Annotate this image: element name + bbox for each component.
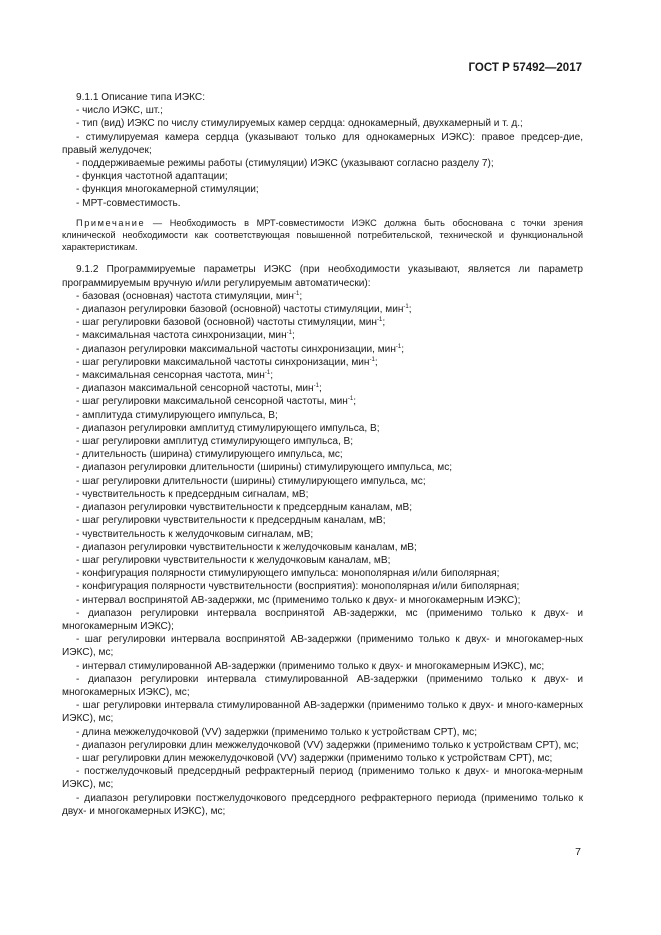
list-item: - поддерживаемые режимы работы (стимуляции) ИЭКС (указывают согласно разделу 7); — [76, 158, 494, 170]
list-item — [62, 422, 583, 435]
list-item — [62, 448, 583, 461]
list-item — [62, 303, 583, 316]
list-item-text: - максимальная сенсорная частота, мин — [76, 370, 265, 382]
list-item-text: - амплитуда стимулирующего импульса, В; — [76, 409, 278, 421]
unit-exponent: -1 — [395, 343, 402, 350]
list-item — [62, 594, 583, 607]
list-item-text: - диапазон регулировки интервала стимулированной АВ-задержки (применимо только к двух- и многокамерных ИЭКС), мс; — [62, 673, 583, 698]
list-item-ending: ; — [408, 304, 412, 316]
list-item — [62, 633, 583, 659]
unit-exponent: -1 — [403, 304, 409, 311]
list-item-text: - диапазон регулировки амплитуд стимулирующего импульса, В; — [76, 422, 380, 434]
list-item-text: - шаг регулировки длительности (ширины) стимулирующего импульса, мс; — [76, 475, 426, 487]
list-item: - стимулируемая камера сердца (указывают только для однокамерных ИЭКС): правое предсер-дие, правый желудочек; — [62, 131, 583, 156]
list-item-ending: ; — [382, 317, 386, 329]
unit-exponent: -1 — [264, 370, 271, 377]
list-item-text: - шаг регулировки амплитуд стимулирующего импульса, В; — [76, 436, 354, 448]
list-item — [62, 316, 583, 329]
list-item — [62, 329, 583, 342]
list-item-text: - диапазон регулировки чувствительности к желудочковым каналам, мВ; — [76, 541, 417, 553]
list-item-text: - диапазон регулировки длин межжелудочковой (VV) задержки (применимо только к устройствам СРТ), мс; — [76, 739, 579, 751]
list-item-text: - максимальная частота синхронизации, мин — [76, 330, 287, 342]
list-item-ending: ; — [353, 396, 357, 408]
list-item — [62, 395, 583, 408]
list-item — [62, 554, 583, 567]
list-item — [62, 369, 583, 382]
list-item — [62, 739, 583, 752]
list-item-text: - диапазон максимальной сенсорной частоты, мин — [76, 383, 314, 395]
list-item — [62, 765, 583, 791]
list-item-text: - шаг регулировки максимальной частоты синхронизации, мин — [76, 356, 370, 368]
page-number: 7 — [575, 846, 581, 858]
list-item-text: - шаг регулировки интервала стимулированной АВ-задержки (применимо только к двух- и много-камерных ИЭКС), мс; — [62, 700, 583, 725]
list-item — [62, 382, 583, 395]
list-item — [62, 435, 583, 448]
list-item — [62, 461, 583, 474]
list-item-ending: ; — [270, 370, 274, 382]
list-item — [62, 752, 583, 765]
list-item-text: - диапазон регулировки базовой (основной) частоты стимуляции, мин — [76, 304, 404, 316]
list-item — [62, 528, 583, 541]
list-item-text: - постжелудочковый предсердный рефрактерный период (применимо только к двух- и многока-мерным ИЭКС), мс; — [62, 766, 583, 791]
section-9-1-1-title: 9.1.1 Описание типа ИЭКС: — [76, 92, 206, 103]
unit-exponent: -1 — [286, 330, 292, 337]
document-id: ГОСТ Р 57492—2017 — [468, 62, 582, 74]
list-item-text: - базовая (основная) частота стимуляции, мин — [76, 290, 294, 302]
section-9-1-2-intro: 9.1.2 Программируемые параметры ИЭКС (при необходимости указывают, является ли параметр программируемым вручную и/или регулируемым автоматически): — [62, 264, 583, 289]
unit-exponent: -1 — [376, 317, 383, 324]
unit-exponent: -1 — [293, 290, 300, 297]
list-item-text: - диапазон регулировки длительности (ширины) стимулирующего импульса, мс; — [76, 462, 453, 474]
list-item-ending: ; — [318, 383, 322, 395]
list-item-text: - длительность (ширина) стимулирующего импульса, мс; — [76, 449, 343, 461]
list-item — [62, 541, 583, 554]
unit-exponent: -1 — [369, 356, 375, 363]
list-item — [62, 343, 583, 356]
note-text: — Необходимость в МРТ-совместимости ИЭКС должна быть обоснована с точки зрения клинической необходимости как соответствующая повышенной потребительской, технической и функциональной характеристикам. — [62, 217, 583, 253]
note-label: Примечание — [76, 217, 146, 228]
unit-exponent: -1 — [347, 396, 354, 403]
list-item-text: - шаг регулировки длин межжелудочковой (VV) задержки (применимо только к устройствам СРТ), мс; — [76, 752, 553, 764]
list-item-ending: ; — [374, 356, 378, 368]
list-item: - функция частотной адаптации; — [76, 171, 228, 183]
list-item — [62, 580, 583, 593]
list-item — [62, 567, 583, 580]
list-item — [62, 501, 583, 514]
list-item: - число ИЭКС, шт.; — [76, 105, 163, 117]
section-9-1-2-list — [62, 290, 583, 818]
list-item — [62, 409, 583, 422]
list-item-text: - конфигурация полярности стимулирующего импульса: монополярная и/или биполярная; — [76, 568, 500, 580]
list-item — [62, 475, 583, 488]
list-item — [62, 673, 583, 699]
list-item-text: - диапазон регулировки чувствительности к предсердным каналам, мВ; — [76, 502, 413, 514]
list-item-text: - конфигурация полярности чувствительности (восприятия): монополярная и/или биполярная; — [76, 581, 520, 593]
list-item — [62, 488, 583, 501]
list-item-ending: ; — [401, 343, 405, 355]
list-item — [62, 726, 583, 739]
list-item: - тип (вид) ИЭКС по числу стимулируемых камер сердца: однокамерный, двухкамерный и т. д.; — [76, 118, 523, 130]
unit-exponent: -1 — [313, 383, 319, 390]
list-item-text: - интервал стимулированной АВ-задержки (применимо только к двух- и многокамерным ИЭКС), мс; — [76, 660, 545, 672]
list-item-ending: ; — [299, 290, 303, 302]
list-item-text: - чувствительность к желудочковым сигналам, мВ; — [76, 528, 314, 540]
list-item-ending: ; — [292, 330, 295, 342]
list-item-text: - диапазон регулировки интервала воспринятой АВ-задержки, мс (применимо только к двух- и многокамерным ИЭКС); — [62, 607, 583, 632]
list-item — [62, 290, 583, 303]
list-item-text: - интервал воспринятой АВ-задержки, мс (применимо только к двух- и многокамерным ИЭКС); — [76, 594, 521, 606]
list-item — [62, 792, 583, 818]
list-item — [62, 607, 583, 633]
list-item — [62, 660, 583, 673]
note-paragraph — [62, 217, 583, 254]
list-item-text: - шаг регулировки максимальной сенсорной частоты, мин — [76, 396, 348, 408]
list-item-text: - диапазон регулировки максимальной частоты синхронизации, мин — [76, 343, 396, 355]
list-item — [62, 699, 583, 725]
list-item — [62, 356, 583, 369]
list-item-text: - шаг регулировки чувствительности к предсердным каналам, мВ; — [76, 515, 386, 527]
list-item-text: - диапазон регулировки постжелудочкового предсердного рефрактерного периода (применимо только к двух- и многокамерных ИЭКС), мс; — [62, 792, 583, 817]
list-item-text: - шаг регулировки интервала воспринятой АВ-задержки (применимо только к двух- и многокамер-ных ИЭКС), мс; — [62, 634, 583, 659]
list-item-text: - шаг регулировки чувствительности к желудочковым каналам, мВ; — [76, 554, 391, 566]
list-item-text: - шаг регулировки базовой (основной) частоты стимуляции, мин — [76, 317, 377, 329]
list-item-text: - чувствительность к предсердным сигналам, мВ; — [76, 488, 309, 500]
list-item: - функция многокамерной стимуляции; — [76, 184, 259, 196]
list-item: - МРТ-совместимость. — [76, 197, 181, 209]
list-item-text: - длина межжелудочковой (VV) задержки (применимо только к устройствам СРТ), мс; — [76, 726, 478, 738]
list-item — [62, 514, 583, 527]
section-9-1-1-list — [62, 104, 583, 210]
page-content — [62, 91, 583, 818]
